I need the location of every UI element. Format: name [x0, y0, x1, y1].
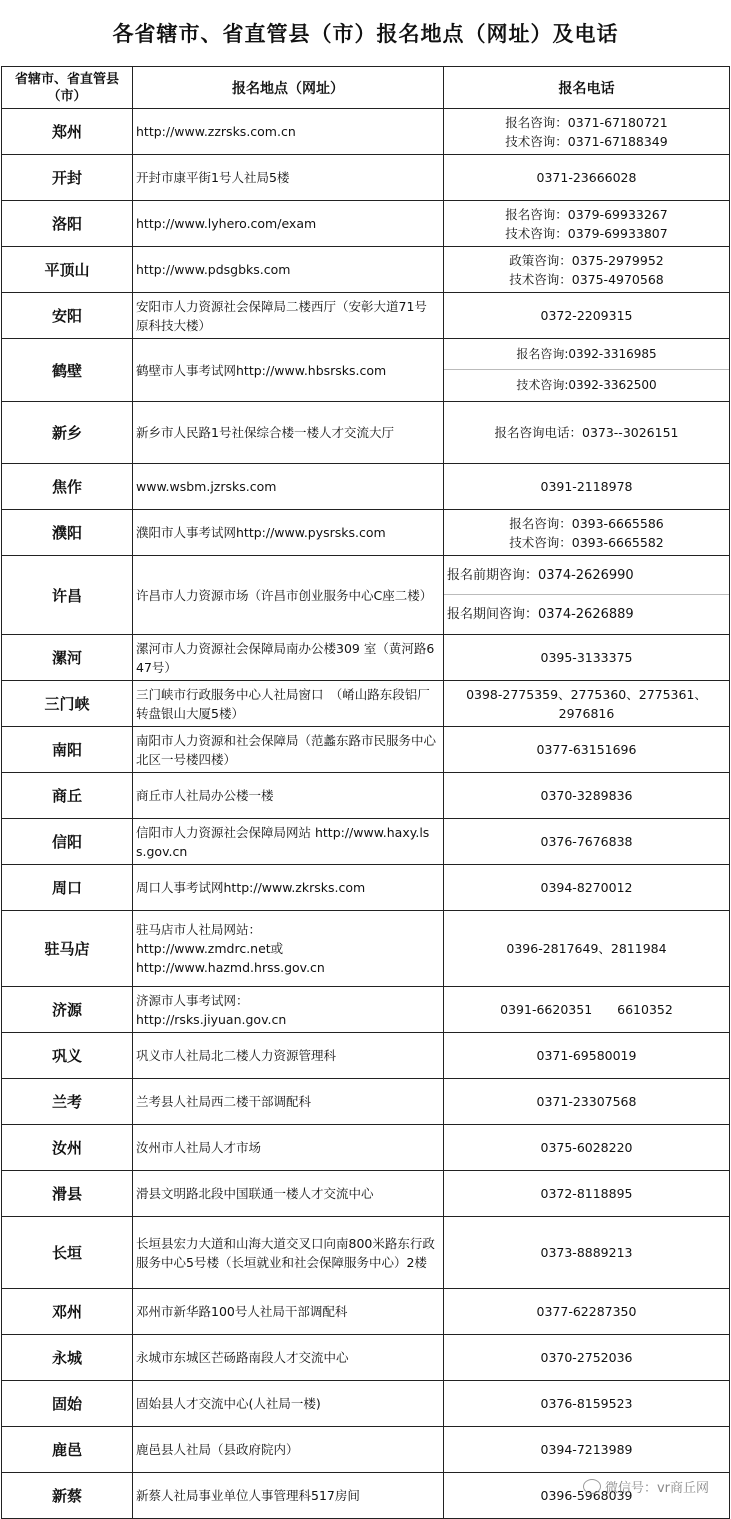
- table-header-row: [2, 67, 730, 109]
- phone-cell: [444, 911, 730, 987]
- city-cell: 漯河: [2, 635, 133, 681]
- table-row: [2, 402, 730, 464]
- address-cell: 济源市人事考试网： http://rsks.jiyuan.gov.cn: [133, 987, 444, 1033]
- phone-line: 0396-2817649、2811984: [506, 941, 667, 956]
- table-row: [2, 201, 730, 247]
- table-row: [2, 911, 730, 987]
- phone-cell: [444, 1289, 730, 1335]
- phone-line: 技术咨询：0379-69933807: [505, 225, 668, 241]
- city-cell: 信阳: [2, 819, 133, 865]
- address-cell: 周口人事考试网http://www.zkrsks.com: [133, 865, 444, 911]
- phone-line: 报名咨询：0393-6665586: [509, 515, 664, 531]
- table-row: [2, 773, 730, 819]
- phone-line: 报名咨询：0371-67180721: [505, 114, 668, 130]
- table-row: [2, 464, 730, 510]
- city-cell: 焦作: [2, 464, 133, 510]
- phone-cell: [444, 1033, 730, 1079]
- header-phone: 报名电话: [444, 67, 730, 109]
- table-row: [2, 1079, 730, 1125]
- table-row: [2, 819, 730, 865]
- table-row: [2, 556, 730, 635]
- phone-cell: [444, 201, 730, 247]
- phone-cell: [444, 987, 730, 1033]
- address-cell: 永城市东城区芒砀路南段人才交流中心: [133, 1335, 444, 1381]
- phone-line: 报名咨询:0392-3316985: [444, 339, 729, 370]
- address-cell: 滑县文明路北段中国联通一楼人才交流中心: [133, 1171, 444, 1217]
- table-row: [2, 1033, 730, 1079]
- table-row: [2, 865, 730, 911]
- table-row: [2, 155, 730, 201]
- phone-line: 0394-8270012: [540, 880, 633, 895]
- table-row: [2, 293, 730, 339]
- address-cell: 汝州市人社局人才市场: [133, 1125, 444, 1171]
- city-cell: 许昌: [2, 556, 133, 635]
- city-cell: 固始: [2, 1381, 133, 1427]
- phone-cell: [444, 635, 730, 681]
- city-cell: 平顶山: [2, 247, 133, 293]
- address-cell: 南阳市人力资源和社会保障局（范蠡东路市民服务中心北区一号楼四楼）: [133, 727, 444, 773]
- address-cell: 新蔡人社局事业单位人事管理科517房间: [133, 1473, 444, 1519]
- phone-line: 0376-7676838: [540, 834, 633, 849]
- address-cell: 驻马店市人社局网站： http://www.zmdrc.net或 http://www.hazmd.hrss.gov.cn: [133, 911, 444, 987]
- address-cell: 新乡市人民路1号社保综合楼一楼人才交流大厅: [133, 402, 444, 464]
- city-cell: 新蔡: [2, 1473, 133, 1519]
- phone-cell: [444, 1079, 730, 1125]
- address-cell: 鹿邑县人社局（县政府院内）: [133, 1427, 444, 1473]
- phone-line: 0371-23666028: [536, 170, 637, 185]
- phone-line: 报名咨询电话：0373--3026151: [494, 425, 679, 440]
- city-cell: 兰考: [2, 1079, 133, 1125]
- phone-line: 报名期间咨询：0374-2626889: [447, 607, 634, 622]
- phone-cell: [444, 109, 730, 155]
- phone-line: 0394-7213989: [540, 1442, 633, 1457]
- table-row: [2, 109, 730, 155]
- city-cell: 濮阳: [2, 510, 133, 556]
- table-row: [2, 1217, 730, 1289]
- city-cell: 滑县: [2, 1171, 133, 1217]
- phone-line: 0375-6028220: [540, 1140, 633, 1155]
- table-body: [2, 109, 730, 1519]
- phone-line: 0377-63151696: [536, 742, 637, 757]
- city-cell: 鹿邑: [2, 1427, 133, 1473]
- city-cell: 邓州: [2, 1289, 133, 1335]
- address-cell: 三门峡市行政服务中心人社局窗口 （崤山路东段铝厂转盘银山大厦5楼）: [133, 681, 444, 727]
- table-row: [2, 987, 730, 1033]
- phone-line: 0391-6620351 6610352: [500, 1002, 673, 1017]
- phone-cell: [444, 773, 730, 819]
- city-cell: 新乡: [2, 402, 133, 464]
- phone-line: 0370-3289836: [540, 788, 633, 803]
- phone-cell: [444, 247, 730, 293]
- city-cell: 商丘: [2, 773, 133, 819]
- phone-line: 0372-2209315: [540, 308, 633, 323]
- city-cell: 巩义: [2, 1033, 133, 1079]
- phone-line: 0395-3133375: [540, 650, 633, 665]
- address-cell: 安阳市人力资源社会保障局二楼西厅（安彰大道71号原科技大楼）: [133, 293, 444, 339]
- address-cell: 巩义市人社局北二楼人力资源管理科: [133, 1033, 444, 1079]
- table-row: [2, 1381, 730, 1427]
- phone-line: 报名前期咨询：0374-2626990: [444, 556, 729, 595]
- phone-line: 技术咨询：0375-4970568: [509, 271, 664, 287]
- phone-line: 0376-8159523: [540, 1396, 633, 1411]
- header-city: 省辖市、省直管县（市）: [2, 67, 133, 109]
- table-row: [2, 1289, 730, 1335]
- phone-cell: [444, 556, 730, 635]
- phone-line: 0372-8118895: [540, 1186, 633, 1201]
- address-cell: http://www.zzrsks.com.cn: [133, 109, 444, 155]
- table-row: [2, 510, 730, 556]
- city-cell: 济源: [2, 987, 133, 1033]
- table-row: [2, 1427, 730, 1473]
- address-cell: 固始县人才交流中心(人社局一楼): [133, 1381, 444, 1427]
- phone-cell: [444, 155, 730, 201]
- city-cell: 周口: [2, 865, 133, 911]
- phone-cell: [444, 1427, 730, 1473]
- address-cell: 开封市康平街1号人社局5楼: [133, 155, 444, 201]
- city-cell: 汝州: [2, 1125, 133, 1171]
- phone-cell: [444, 402, 730, 464]
- phone-cell: [444, 1125, 730, 1171]
- address-cell: 许昌市人力资源市场（许昌市创业服务中心C座二楼）: [133, 556, 444, 635]
- address-cell: 商丘市人社局办公楼一楼: [133, 773, 444, 819]
- phone-cell: [444, 681, 730, 727]
- city-cell: 开封: [2, 155, 133, 201]
- address-cell: http://www.pdsgbks.com: [133, 247, 444, 293]
- phone-cell: [444, 1171, 730, 1217]
- address-cell: 长垣县宏力大道和山海大道交叉口向南800米路东行政服务中心5号楼（长垣就业和社会保障服务中心）2楼: [133, 1217, 444, 1289]
- address-cell: 漯河市人力资源社会保障局南办公楼309 室（黄河路647号）: [133, 635, 444, 681]
- city-cell: 驻马店: [2, 911, 133, 987]
- phone-line: 0396-5968039: [540, 1488, 633, 1503]
- table-row: [2, 727, 730, 773]
- header-address: 报名地点（网址）: [133, 67, 444, 109]
- phone-line: 0391-2118978: [540, 479, 633, 494]
- phone-cell: [444, 339, 730, 402]
- phone-cell: [444, 1335, 730, 1381]
- city-cell: 安阳: [2, 293, 133, 339]
- watermark: [583, 1477, 709, 1496]
- wechat-icon: [583, 1479, 601, 1494]
- phone-line: 0370-2752036: [540, 1350, 633, 1365]
- phone-cell: [444, 464, 730, 510]
- phone-line: 0371-69580019: [536, 1048, 637, 1063]
- city-cell: 永城: [2, 1335, 133, 1381]
- table-row: [2, 339, 730, 402]
- address-cell: http://www.lyhero.com/exam: [133, 201, 444, 247]
- phone-line: 政策咨询：0375-2979952: [509, 252, 664, 268]
- table-row: [2, 635, 730, 681]
- phone-line: 0373-8889213: [540, 1245, 633, 1260]
- city-cell: 南阳: [2, 727, 133, 773]
- phone-line: 0377-62287350: [536, 1304, 637, 1319]
- page-title: 各省辖市、省直管县（市）报名地点（网址）及电话: [112, 21, 619, 46]
- phone-line: 技术咨询：0371-67188349: [505, 133, 668, 149]
- phone-line: 技术咨询:0392-3362500: [516, 378, 657, 392]
- table-row: [2, 1171, 730, 1217]
- watermark-text: 微信号：vr商丘网: [604, 1481, 709, 1496]
- phone-line: 0398-2775359、2775360、2775361、2976816: [466, 686, 707, 721]
- table-row: [2, 681, 730, 727]
- city-cell: 长垣: [2, 1217, 133, 1289]
- address-cell: 信阳市人力资源社会保障局网站 http://www.haxy.lss.gov.cn: [133, 819, 444, 865]
- table-row: [2, 1125, 730, 1171]
- address-cell: 邓州市新华路100号人社局干部调配科: [133, 1289, 444, 1335]
- address-cell: 兰考县人社局西二楼干部调配科: [133, 1079, 444, 1125]
- address-cell: www.wsbm.jzrsks.com: [133, 464, 444, 510]
- phone-line: 技术咨询：0393-6665582: [509, 534, 664, 550]
- table-row: [2, 1335, 730, 1381]
- phone-cell: [444, 819, 730, 865]
- phone-cell: [444, 293, 730, 339]
- table-row: [2, 247, 730, 293]
- phone-line: 报名咨询：0379-69933267: [505, 206, 668, 222]
- phone-cell: [444, 865, 730, 911]
- address-cell: 濮阳市人事考试网http://www.pysrsks.com: [133, 510, 444, 556]
- city-cell: 三门峡: [2, 681, 133, 727]
- registration-table: [1, 66, 730, 1519]
- phone-cell: [444, 727, 730, 773]
- phone-line: 0371-23307568: [536, 1094, 637, 1109]
- city-cell: 洛阳: [2, 201, 133, 247]
- address-cell: 鹤壁市人事考试网http://www.hbsrsks.com: [133, 339, 444, 402]
- phone-cell: [444, 1381, 730, 1427]
- city-cell: 鹤壁: [2, 339, 133, 402]
- city-cell: 郑州: [2, 109, 133, 155]
- phone-cell: [444, 510, 730, 556]
- phone-cell: [444, 1217, 730, 1289]
